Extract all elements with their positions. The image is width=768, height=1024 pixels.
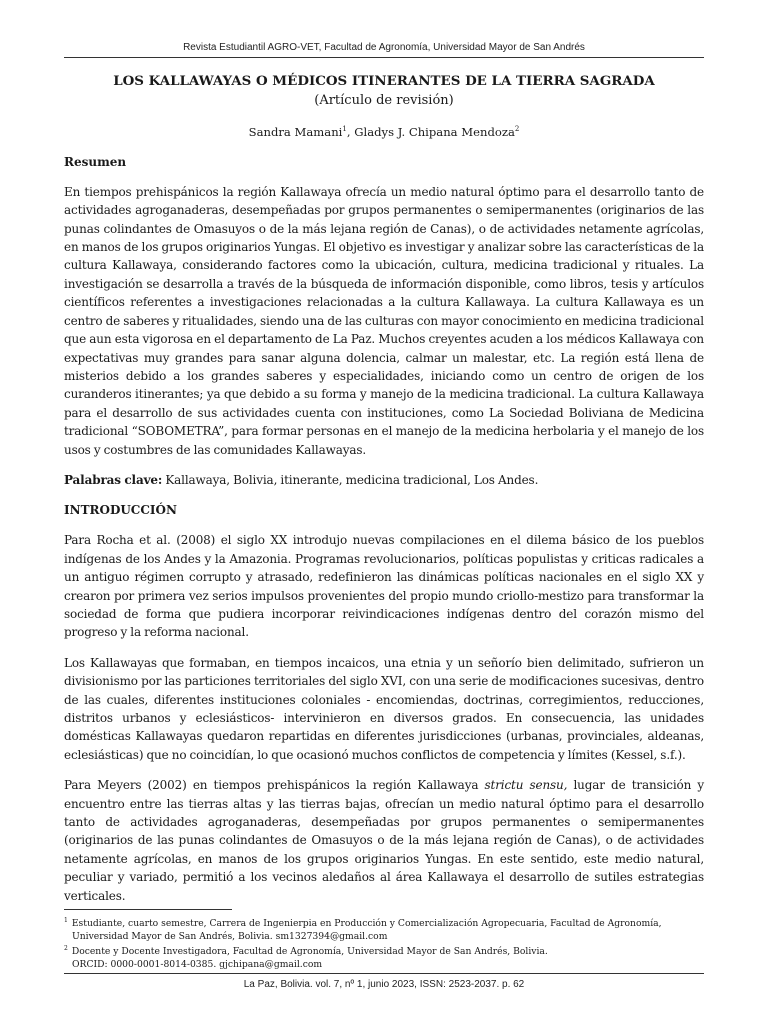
footnote-2 [64,943,704,971]
running-head: Revista Estudiantil AGRO-VET, Facultad de Agronomía, Universidad Mayor de San Andrés [183,42,585,53]
author-2-mark: 2 [514,125,520,133]
footnotes [64,915,704,972]
footnote-1 [64,915,704,943]
intro-paragraph-1: Para Rocha et al. (2008) el siglo XX introdujo nuevas compilaciones en el dilema básico de los pueblos indígenas de los Andes y la Amazonia. Programas revolucionarios, políticas populistas y criticas radicales a un antiguo régimen corrupto y atrasado, redefinieron las dinámicas políticas nacionales en el siglo XX y crearon por primera vez serios impulsos provenientes del propio mundo criollo-mestizo para transformar la sociedad de forma que pudiera incorporar reivindicaciones indígenas dentro del corazón mismo del progreso y la reforma nacional. [64,533,704,640]
header-rule [64,57,704,58]
article-subtitle: (Artículo de revisión) [314,93,454,108]
keywords-list: Kallawaya, Bolivia, itinerante, medicina tradicional, Los Andes. [162,472,539,487]
author-2: Gladys J. Chipana Mendoza [354,124,515,139]
footer-rule [64,973,704,974]
intro-p3-italic: strictu sensu, [484,778,568,793]
footnote-1-line-2: Universidad Mayor de San Andrés, Bolivia. sm1327394@gmail.com [72,930,388,942]
footnote-2-line-2: ORCID: 0000-0001-8014-0385. gjchipana@gmail.com [72,958,323,970]
introduction-heading: INTRODUCCIÓN [64,503,177,518]
author-1-mark: 1 [342,125,347,133]
footnote-2-line-1: Docente y Docente Investigadora, Facultad de Agronomía, Universidad Mayor de San Andrés, Bolivia. [71,946,548,958]
abstract-text: En tiempos prehispánicos la región Kallawaya ofrecía un medio natural óptimo para el desarrollo tanto de actividades agroganaderas, desempeñadas por grupos permanentes o semipermanentes (originarios de las punas colindantes de Omasuyos o de la más lejana región de Canas), o de actividades netamente agrícolas, en manos de los grupos originarios Yungas. El objetivo es investigar y analizar sobre las características de la cultura Kallawaya, considerando factores como la ubicación, cultura, medicina tradicional y rituales. La investigación se desarrolla a través de la búsqueda de información disponible, como libros, tesis y artículos científicos referentes a investigaciones relacionadas a la cultura Kallawaya. La cultura Kallawaya es un centro de saberes y ritualidades, siendo una de las culturas con mayor conocimiento en medicina tradicional que aun esta vigorosa en el departamento de La Paz. Muchos creyentes acuden a los médicos Kallawaya con expectativas muy grandes para sanar alguna dolencia, calmar un malestar, etc. La región está llena de misterios debido a los grandes saberes y especialidades, iniciando como un centro de origen de los curanderos itinerantes; ya que debido a su forma y manejo de la medicina tradicional. La cultura Kallawaya para el desarrollo de sus actividades cuenta con instituciones, como La Sociedad Boliviana de Medicina tradicional “SOBOMETRA”, para formar personas en el manejo de la medicina herbolaria y el manejo de los usos y costumbres de las comunidades Kallawayas. [64,184,704,457]
footnote-2-mark: 2 [64,945,68,953]
footnote-1-mark: 1 [64,917,68,924]
author-separator: , [346,124,355,139]
author-1: Sandra Mamani [248,124,343,139]
article-body [64,70,704,905]
author-line [64,120,704,141]
intro-p3-start: Para Meyers (2002) en tiempos prehispánicos la región Kallawaya [64,778,485,793]
footnote-1-line-1: Estudiante, cuarto semestre, Carrera de Ingenierpia en Producción y Comercialización Agropecuaria, Facultad de Agronomía, [71,918,662,930]
intro-paragraph-3 [64,776,704,905]
intro-paragraph-2: Los Kallawayas que formaban, en tiempos incaicos, una etnia y un señorío bien delimitado, sufrieron un divisionismo por las particiones territoriales del siglo XVI, con una serie de modificaciones sucesivas, dentro de las cuales, diferentes instituciones coloniales - encomiendas, doctrinas, corregimientos, reducciones, distritos urbanos y eclesiásticos- intervinieron en diversos grados. En consecuencia, las unidades domésticas Kallawayas quedaron repartidas en diferentes jurisdicciones (urbanas, provinciales, aldeanas, eclesiásticas) que no coincidían, lo que ocasionó muchos conflictos de competencia y límites (Kessel, s.f.). [64,655,704,762]
keywords-line [64,471,704,489]
running-foot: La Paz, Bolivia. vol. 7, nº 1, junio 2023, ISSN: 2523-2037. p. 62 [243,979,525,990]
abstract-heading: Resumen [64,154,127,169]
keywords-label: Palabras clave: [64,472,163,487]
intro-p3-end: lugar de transición y encuentro entre las tierras altas y las tierras bajas, ofrecían un medio natural óptimo para el desarrollo tanto de actividades agroganaderas, desempeñadas por grupos permanentes o semipermanentes (originarios de las punas colindantes de Omasuyos o de la más lejana región de Canas), o de actividades netamente agrícolas, en manos de los grupos originarios Yungas. En este sentido, este medio natural, peculiar y variado, permitió a los vecinos aledaños al área Kallawaya el desarrollo de sutiles estrategias verticales. [64,778,704,903]
footnote-rule [64,909,232,910]
article-title: LOS KALLAWAYAS O MÉDICOS ITINERANTES DE LA TIERRA SAGRADA [113,73,655,89]
